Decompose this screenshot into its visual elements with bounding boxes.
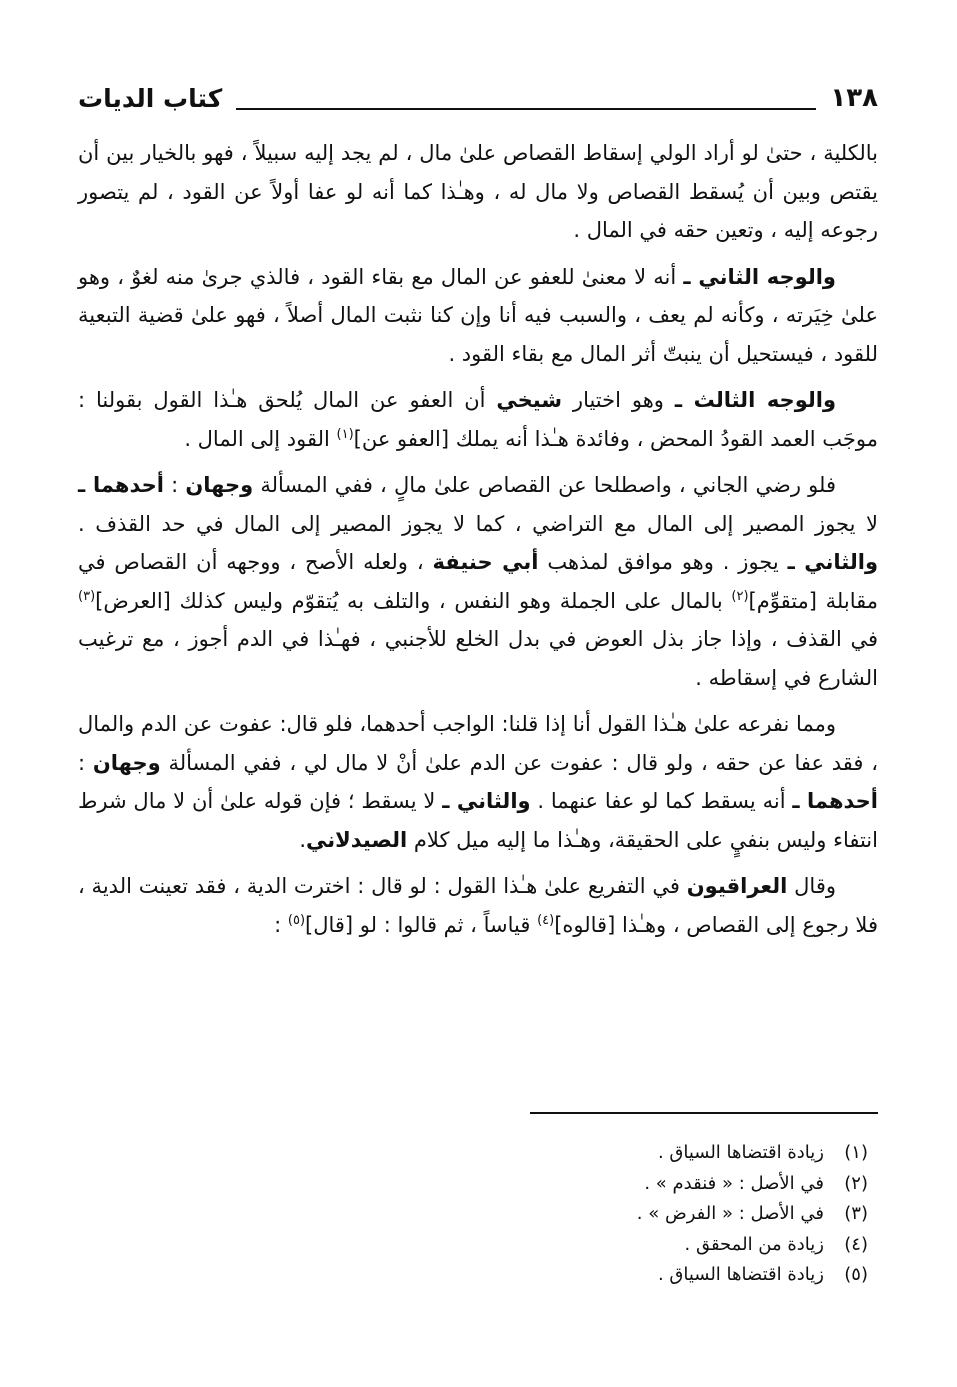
paragraph-3: والوجه الثالث ـ وهو اختيار شيخي أن العفو عن المال يُلحق هـٰذا القول بقولنا : موجَب العمد القودُ المحض ، وفائدة هـٰذا أنه يملك [العفو عن]$^{(١)}$ القود إلى المال . bbox=[78, 388, 878, 451]
section-lead: والوجه الثاني ـ bbox=[683, 264, 836, 289]
footnote-ref[interactable]: (٣) bbox=[78, 588, 96, 604]
footnote-text: زيادة من المحقق . bbox=[684, 1233, 824, 1255]
header-rule bbox=[236, 108, 816, 110]
paragraph-1: بالكلية ، حتىٰ لو أراد الولي إسقاط القصاص علىٰ مال ، لم يجد إليه سبيلاً ، فهو بالخيار بين أن يقتص وبين أن يُسقط القصاص ولا مال له ، وهـٰذا كما أنه لو عفا أولاً عن القود ، لم يتصور رجوعه إليه ، وتعين حقه في المال . bbox=[78, 141, 878, 242]
footnote-number: (٤) bbox=[844, 1233, 868, 1255]
footnote-text: زيادة اقتضاها السياق . bbox=[657, 1264, 824, 1285]
footnote-ref[interactable]: (٥) bbox=[287, 912, 306, 928]
footnote-item bbox=[78, 1138, 868, 1169]
running-header bbox=[78, 80, 878, 116]
footnote-text: في الأصل : « فنقدم » . bbox=[644, 1172, 824, 1194]
footnote-item bbox=[78, 1169, 868, 1200]
main-text bbox=[78, 134, 878, 952]
paragraph-5: ومما نفرعه علىٰ هـٰذا القول أنا إذا قلنا: الواجب أحدهما، فلو قال: عفوت عن الدم والمال ، فقد عفا عن حقه ، ولو قال : عفوت عن الدم علىٰ أنْ لا مال لي ، ففي المسألة وجهان : أحدهما ـ أنه يسقط كما لو عفا عنهما . والثاني ـ لا يسقط ؛ فإن قوله علىٰ أن لا مال شرط انتفاء وليس بنفيٍ على الحقيقة، وهـٰذا ما إليه ميل كلام الصيدلاني. bbox=[78, 712, 879, 852]
chapter-title: كتاب الديات bbox=[78, 83, 223, 113]
footnote-ref[interactable]: (١) bbox=[336, 426, 354, 442]
page-number: ١٣٨ bbox=[830, 83, 878, 113]
footnote-text: في الأصل : « الفرض » . bbox=[636, 1203, 824, 1224]
footnote-number: (٣) bbox=[844, 1203, 868, 1224]
footnote-separator bbox=[530, 1112, 878, 1114]
paragraph-2: والوجه الثاني ـ أنه لا معنىٰ للعفو عن المال مع بقاء القود ، فالذي جرىٰ منه لغوٌ ، وهو علىٰ خِيَرته ، وكأنه لم يعف ، والسبب فيه أنا وإن كنا نثبت المال أصلاً ، فهو علىٰ قضية التبعية للقود ، فيستحيل أن ينبتّ أثر المال مع بقاء القود . bbox=[78, 264, 878, 366]
footnote-ref[interactable]: (٤) bbox=[537, 912, 555, 928]
footnote-number: (١) bbox=[844, 1142, 868, 1163]
paragraph-4: فلو رضي الجاني ، واصطلحا عن القصاص علىٰ مالٍ ، ففي المسألة وجهان : أحدهما ـ لا يجوز المصير إلى المال مع التراضي ، كما لا يجوز المصير إلى المال في حد القذف . والثاني ـ يجوز . وهو موافق لمذهب أبي حنيفة ، ولعله الأصح ، ووجهه أن القصاص في مقابلة [متقوِّم]$^{(٢)}$ بالمال على الجملة وهو النفس ، والتلف به يُتقوّم وليس كذلك [العرض]$^{(٣)}$ في القذف ، وإذا جاز بذل العوض في بدل الخلع للأجنبي ، فهـٰذا في الدم أجوز ، مع ترغيب الشارع في إسقاطه . bbox=[78, 473, 878, 690]
footnote-item bbox=[78, 1199, 868, 1230]
paragraph-6: وقال العراقيون في التفريع علىٰ هـٰذا القول : لو قال : اخترت الدية ، فقد تعينت الدية ، فلا رجوع إلى القصاص ، وهـٰذا [قالوه]$^{(٤)}$ قياساً ، ثم قالوا : لو [قال]$^{(٥)}$ : bbox=[78, 874, 878, 937]
footnote-item bbox=[78, 1230, 868, 1261]
footnote-text: زيادة اقتضاها السياق . bbox=[657, 1142, 824, 1163]
section-lead: والوجه الثالث ـ bbox=[674, 388, 836, 412]
footnote-item bbox=[78, 1260, 868, 1291]
footnote-number: (٢) bbox=[844, 1172, 868, 1194]
footnote-number: (٥) bbox=[844, 1264, 868, 1285]
footnotes bbox=[78, 1138, 868, 1291]
footnote-ref[interactable]: (٢) bbox=[731, 588, 749, 604]
